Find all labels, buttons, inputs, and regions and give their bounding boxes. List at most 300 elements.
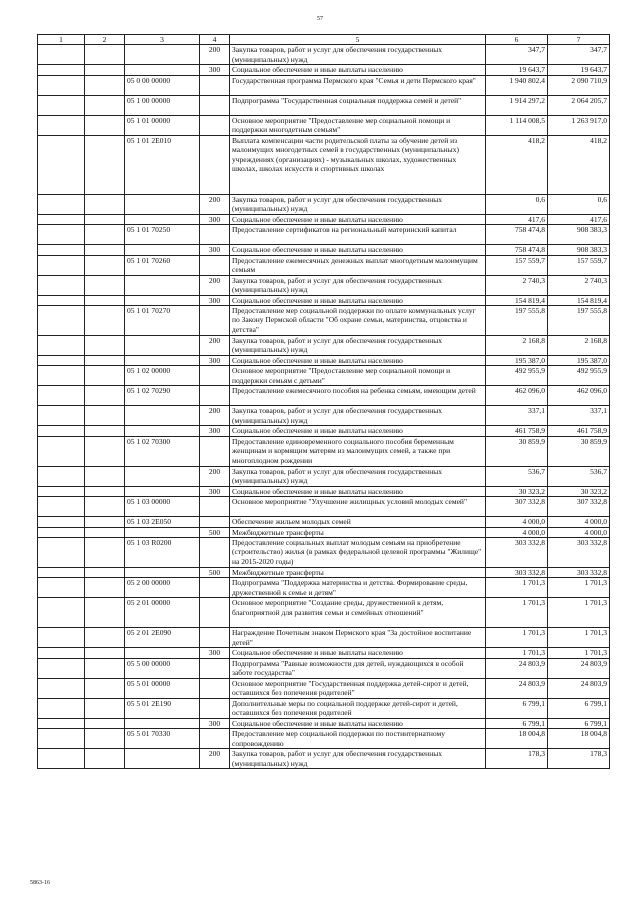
- amount-year1-cell: 418,2: [486, 135, 548, 194]
- empty-cell: [38, 578, 85, 598]
- target-code-cell: 05 1 02 70290: [125, 386, 200, 406]
- amount-year2-cell: 1 701,3: [548, 628, 610, 648]
- amount-year2-cell: 2 168,8: [548, 336, 610, 356]
- target-code-cell: [125, 65, 200, 75]
- item-name-cell: Социальное обеспечение и иные выплаты населению: [230, 648, 486, 658]
- amount-year2-cell: 157 559,7: [548, 255, 610, 275]
- item-name-cell: Закупка товаров, работ и услуг для обеспечения государственных (муниципальных) нужд: [230, 194, 486, 214]
- table-row: [38, 75, 610, 95]
- amount-year1-cell: 197 555,8: [486, 306, 548, 336]
- empty-cell: [38, 65, 85, 75]
- table-row: [38, 729, 610, 749]
- empty-cell: [85, 366, 125, 386]
- expense-type-cell: [200, 255, 230, 275]
- amount-year1-cell: 4 000,0: [486, 527, 548, 537]
- amount-year1-cell: 195 387,0: [486, 356, 548, 366]
- amount-year1-cell: 19 643,7: [486, 65, 548, 75]
- expense-type-cell: [200, 658, 230, 678]
- amount-year2-cell: 24 803,9: [548, 678, 610, 698]
- table-row: [38, 718, 610, 728]
- empty-cell: [38, 527, 85, 537]
- empty-cell: [85, 729, 125, 749]
- table-row: [38, 295, 610, 305]
- empty-cell: [85, 517, 125, 527]
- empty-cell: [85, 75, 125, 95]
- empty-cell: [38, 486, 85, 496]
- expense-type-cell: [200, 115, 230, 135]
- expense-type-cell: [200, 436, 230, 466]
- amount-year1-cell: 1 114 008,5: [486, 115, 548, 135]
- footer-code: 5863-16: [30, 880, 50, 886]
- table-row: [38, 65, 610, 75]
- table-row: [38, 749, 610, 769]
- table-row: [38, 95, 610, 115]
- table-row: [38, 466, 610, 486]
- empty-cell: [38, 366, 85, 386]
- expense-type-cell: [200, 698, 230, 718]
- empty-cell: [38, 245, 85, 255]
- amount-year2-cell: 462 096,0: [548, 386, 610, 406]
- empty-cell: [38, 75, 85, 95]
- empty-cell: [85, 95, 125, 115]
- expense-type-cell: 300: [200, 356, 230, 366]
- empty-cell: [85, 648, 125, 658]
- header-cell: 4: [200, 35, 230, 45]
- item-name-cell: Награждение Почетным знаком Пермского края "За достойное воспитание детей": [230, 628, 486, 648]
- header-row: [38, 35, 610, 45]
- amount-year2-cell: 154 819,4: [548, 295, 610, 305]
- item-name-cell: Социальное обеспечение и иные выплаты населению: [230, 214, 486, 224]
- target-code-cell: 05 5 01 00000: [125, 678, 200, 698]
- item-name-cell: Дополнительные меры по социальной поддержке детей-сирот и детей, оставшихся без попечения родителей: [230, 698, 486, 718]
- amount-year2-cell: 1 701,3: [548, 648, 610, 658]
- amount-year2-cell: 347,7: [548, 45, 610, 65]
- table-row: [38, 598, 610, 628]
- amount-year1-cell: 30 323,2: [486, 486, 548, 496]
- empty-cell: [85, 225, 125, 245]
- table-row: [38, 356, 610, 366]
- target-code-cell: 05 0 00 00000: [125, 75, 200, 95]
- empty-cell: [38, 356, 85, 366]
- table-row: [38, 386, 610, 406]
- expense-type-cell: 300: [200, 295, 230, 305]
- empty-cell: [38, 517, 85, 527]
- item-name-cell: Основное мероприятие "Создание среды, дружественной к детям, благоприятной для развития семьи и семейных отношений": [230, 598, 486, 628]
- table-row: [38, 486, 610, 496]
- item-name-cell: Межбюджетные трансферты: [230, 527, 486, 537]
- table-row: [38, 578, 610, 598]
- empty-cell: [38, 497, 85, 517]
- target-code-cell: 05 1 00 00000: [125, 95, 200, 115]
- expense-type-cell: 200: [200, 45, 230, 65]
- target-code-cell: 05 5 01 2Е190: [125, 698, 200, 718]
- target-code-cell: [125, 336, 200, 356]
- item-name-cell: Социальное обеспечение и иные выплаты населению: [230, 486, 486, 496]
- amount-year2-cell: 2 064 205,7: [548, 95, 610, 115]
- item-name-cell: Обеспечение жильем молодых семей: [230, 517, 486, 527]
- target-code-cell: [125, 356, 200, 366]
- table-row: [38, 497, 610, 517]
- empty-cell: [85, 45, 125, 65]
- amount-year1-cell: 157 559,7: [486, 255, 548, 275]
- empty-cell: [85, 628, 125, 648]
- table-row: [38, 628, 610, 648]
- amount-year2-cell: 30 859,9: [548, 436, 610, 466]
- amount-year2-cell: 24 803,9: [548, 658, 610, 678]
- expense-type-cell: 300: [200, 214, 230, 224]
- table-row: [38, 245, 610, 255]
- table-row: [38, 194, 610, 214]
- target-code-cell: 05 2 01 2Е090: [125, 628, 200, 648]
- amount-year2-cell: 908 383,3: [548, 225, 610, 245]
- amount-year2-cell: 908 383,3: [548, 245, 610, 255]
- empty-cell: [85, 115, 125, 135]
- target-code-cell: 05 1 02 00000: [125, 366, 200, 386]
- amount-year1-cell: 1 940 802,4: [486, 75, 548, 95]
- amount-year2-cell: 337,1: [548, 406, 610, 426]
- empty-cell: [85, 65, 125, 75]
- target-code-cell: [125, 648, 200, 658]
- table-row: [38, 45, 610, 65]
- amount-year2-cell: 0,6: [548, 194, 610, 214]
- amount-year1-cell: 1 701,3: [486, 578, 548, 598]
- amount-year1-cell: 303 332,8: [486, 568, 548, 578]
- item-name-cell: Социальное обеспечение и иные выплаты населению: [230, 245, 486, 255]
- expense-type-cell: 200: [200, 749, 230, 769]
- expense-type-cell: 200: [200, 406, 230, 426]
- item-name-cell: Предоставление сертификатов на региональный материнский капитал: [230, 225, 486, 245]
- item-name-cell: Предоставление ежемесячных денежных выплат многодетным малоимущим семьям: [230, 255, 486, 275]
- budget-table: [37, 34, 610, 769]
- item-name-cell: Закупка товаров, работ и услуг для обеспечения государственных (муниципальных) нужд: [230, 45, 486, 65]
- expense-type-cell: 300: [200, 245, 230, 255]
- expense-type-cell: 200: [200, 194, 230, 214]
- empty-cell: [38, 386, 85, 406]
- amount-year1-cell: 758 474,8: [486, 245, 548, 255]
- amount-year1-cell: 2 168,8: [486, 336, 548, 356]
- item-name-cell: Закупка товаров, работ и услуг для обеспечения государственных (муниципальных) нужд: [230, 275, 486, 295]
- target-code-cell: [125, 718, 200, 728]
- target-code-cell: 05 5 01 70330: [125, 729, 200, 749]
- item-name-cell: Основное мероприятие "Предоставление мер социальной помощи и поддержки многодетным семьям": [230, 115, 486, 135]
- empty-cell: [85, 578, 125, 598]
- target-code-cell: 05 1 01 70270: [125, 306, 200, 336]
- amount-year1-cell: 337,1: [486, 406, 548, 426]
- table-row: [38, 306, 610, 336]
- amount-year2-cell: 178,3: [548, 749, 610, 769]
- empty-cell: [38, 538, 85, 568]
- empty-cell: [85, 718, 125, 728]
- empty-cell: [85, 255, 125, 275]
- table-row: [38, 225, 610, 245]
- amount-year2-cell: 461 758,9: [548, 426, 610, 436]
- target-code-cell: [125, 45, 200, 65]
- empty-cell: [85, 436, 125, 466]
- empty-cell: [38, 718, 85, 728]
- empty-cell: [85, 245, 125, 255]
- item-name-cell: Социальное обеспечение и иные выплаты населению: [230, 426, 486, 436]
- empty-cell: [85, 406, 125, 426]
- target-code-cell: [125, 527, 200, 537]
- amount-year1-cell: 30 859,9: [486, 436, 548, 466]
- target-code-cell: 05 2 01 00000: [125, 598, 200, 628]
- expense-type-cell: [200, 538, 230, 568]
- amount-year1-cell: 24 803,9: [486, 678, 548, 698]
- expense-type-cell: [200, 729, 230, 749]
- empty-cell: [38, 194, 85, 214]
- amount-year2-cell: 1 701,3: [548, 598, 610, 628]
- empty-cell: [85, 275, 125, 295]
- item-name-cell: Основное мероприятие "Государственная поддержка детей-сирот и детей, оставшихся без попечения родителей": [230, 678, 486, 698]
- empty-cell: [38, 214, 85, 224]
- empty-cell: [38, 568, 85, 578]
- target-code-cell: [125, 406, 200, 426]
- item-name-cell: Предоставление мер социальной поддержки по постинтернатному сопровождению: [230, 729, 486, 749]
- expense-type-cell: [200, 366, 230, 386]
- header-cell: 7: [548, 35, 610, 45]
- expense-type-cell: 300: [200, 648, 230, 658]
- table-row: [38, 426, 610, 436]
- table-row: [38, 275, 610, 295]
- empty-cell: [85, 336, 125, 356]
- expense-type-cell: [200, 678, 230, 698]
- amount-year2-cell: 2 740,3: [548, 275, 610, 295]
- expense-type-cell: [200, 95, 230, 115]
- table-row: [38, 336, 610, 356]
- table-row: [38, 658, 610, 678]
- empty-cell: [85, 295, 125, 305]
- expense-type-cell: [200, 497, 230, 517]
- target-code-cell: [125, 466, 200, 486]
- expense-type-cell: 300: [200, 65, 230, 75]
- empty-cell: [85, 568, 125, 578]
- empty-cell: [38, 729, 85, 749]
- empty-cell: [38, 225, 85, 245]
- expense-type-cell: [200, 75, 230, 95]
- amount-year2-cell: 2 090 710,9: [548, 75, 610, 95]
- empty-cell: [85, 306, 125, 336]
- target-code-cell: [125, 245, 200, 255]
- amount-year2-cell: 6 799,1: [548, 718, 610, 728]
- target-code-cell: 05 1 03 R0200: [125, 538, 200, 568]
- empty-cell: [38, 135, 85, 194]
- item-name-cell: Закупка товаров, работ и услуг для обеспечения государственных (муниципальных) нужд: [230, 406, 486, 426]
- empty-cell: [38, 336, 85, 356]
- item-name-cell: Социальное обеспечение и иные выплаты населению: [230, 718, 486, 728]
- header-cell: 3: [125, 35, 200, 45]
- target-code-cell: [125, 568, 200, 578]
- item-name-cell: Основное мероприятие "Улучшение жилищных условий молодых семей": [230, 497, 486, 517]
- amount-year1-cell: 6 799,1: [486, 718, 548, 728]
- expense-type-cell: 200: [200, 275, 230, 295]
- expense-type-cell: [200, 628, 230, 648]
- table-row: [38, 436, 610, 466]
- table-row: [38, 698, 610, 718]
- empty-cell: [85, 538, 125, 568]
- amount-year2-cell: 1 701,3: [548, 578, 610, 598]
- amount-year2-cell: 1 263 917,0: [548, 115, 610, 135]
- empty-cell: [85, 426, 125, 436]
- table-row: [38, 517, 610, 527]
- empty-cell: [38, 275, 85, 295]
- amount-year2-cell: 307 332,8: [548, 497, 610, 517]
- target-code-cell: 05 1 03 2Е050: [125, 517, 200, 527]
- empty-cell: [38, 628, 85, 648]
- empty-cell: [38, 598, 85, 628]
- target-code-cell: 05 1 03 00000: [125, 497, 200, 517]
- amount-year1-cell: 307 332,8: [486, 497, 548, 517]
- amount-year2-cell: 492 955,9: [548, 366, 610, 386]
- amount-year1-cell: 536,7: [486, 466, 548, 486]
- amount-year2-cell: 417,6: [548, 214, 610, 224]
- empty-cell: [38, 426, 85, 436]
- amount-year1-cell: 758 474,8: [486, 225, 548, 245]
- target-code-cell: 05 1 01 70260: [125, 255, 200, 275]
- expense-type-cell: [200, 306, 230, 336]
- table-row: [38, 214, 610, 224]
- amount-year2-cell: 18 004,8: [548, 729, 610, 749]
- item-name-cell: Социальное обеспечение и иные выплаты населению: [230, 295, 486, 305]
- amount-year1-cell: 492 955,9: [486, 366, 548, 386]
- empty-cell: [38, 678, 85, 698]
- amount-year1-cell: 0,6: [486, 194, 548, 214]
- empty-cell: [38, 45, 85, 65]
- table-row: [38, 648, 610, 658]
- expense-type-cell: 300: [200, 486, 230, 496]
- item-name-cell: Закупка товаров, работ и услуг для обеспечения государственных (муниципальных) нужд: [230, 749, 486, 769]
- expense-type-cell: 500: [200, 527, 230, 537]
- table-row: [38, 255, 610, 275]
- empty-cell: [85, 527, 125, 537]
- expense-type-cell: [200, 386, 230, 406]
- expense-type-cell: 200: [200, 466, 230, 486]
- empty-cell: [38, 255, 85, 275]
- target-code-cell: 05 1 02 70300: [125, 436, 200, 466]
- target-code-cell: [125, 295, 200, 305]
- item-name-cell: Закупка товаров, работ и услуг для обеспечения государственных (муниципальных) нужд: [230, 466, 486, 486]
- target-code-cell: [125, 486, 200, 496]
- table-row: [38, 406, 610, 426]
- amount-year1-cell: 417,6: [486, 214, 548, 224]
- amount-year1-cell: 2 740,3: [486, 275, 548, 295]
- amount-year1-cell: 1 701,3: [486, 628, 548, 648]
- empty-cell: [85, 466, 125, 486]
- amount-year2-cell: 195 387,0: [548, 356, 610, 366]
- empty-cell: [38, 95, 85, 115]
- expense-type-cell: 300: [200, 718, 230, 728]
- empty-cell: [85, 135, 125, 194]
- table-row: [38, 568, 610, 578]
- amount-year1-cell: 154 819,4: [486, 295, 548, 305]
- item-name-cell: Предоставление единовременного социального пособия беременным женщинам и кормящим матерям из малоимущих семей, а также при многоплодном рождении: [230, 436, 486, 466]
- target-code-cell: [125, 749, 200, 769]
- target-code-cell: [125, 194, 200, 214]
- amount-year2-cell: 418,2: [548, 135, 610, 194]
- amount-year1-cell: 1 701,3: [486, 598, 548, 628]
- empty-cell: [85, 658, 125, 678]
- table-row: [38, 527, 610, 537]
- header-cell: 1: [38, 35, 85, 45]
- empty-cell: [85, 194, 125, 214]
- item-name-cell: Предоставление социальных выплат молодым семьям на приобретение (строительство) жилья (в рамках федеральной целевой программы "Жилище" на 2015-2020 годы): [230, 538, 486, 568]
- empty-cell: [85, 698, 125, 718]
- empty-cell: [85, 497, 125, 517]
- table-row: [38, 678, 610, 698]
- table-row: [38, 366, 610, 386]
- target-code-cell: 05 2 00 00000: [125, 578, 200, 598]
- item-name-cell: Подпрограмма "Поддержка материнства и детства. Формирование среды, дружественной к семье и детям": [230, 578, 486, 598]
- empty-cell: [38, 436, 85, 466]
- target-code-cell: 05 5 00 00000: [125, 658, 200, 678]
- amount-year1-cell: 24 803,9: [486, 658, 548, 678]
- amount-year2-cell: 30 323,2: [548, 486, 610, 496]
- amount-year1-cell: 462 096,0: [486, 386, 548, 406]
- amount-year2-cell: 4 000,0: [548, 517, 610, 527]
- amount-year1-cell: 461 758,9: [486, 426, 548, 436]
- table-row: [38, 538, 610, 568]
- expense-type-cell: 200: [200, 336, 230, 356]
- item-name-cell: Межбюджетные трансферты: [230, 568, 486, 578]
- amount-year1-cell: 4 000,0: [486, 517, 548, 527]
- target-code-cell: [125, 275, 200, 295]
- target-code-cell: [125, 426, 200, 436]
- expense-type-cell: [200, 135, 230, 194]
- empty-cell: [38, 658, 85, 678]
- item-name-cell: Государственная программа Пермского края "Семья и дети Пермского края": [230, 75, 486, 95]
- expense-type-cell: 500: [200, 568, 230, 578]
- empty-cell: [38, 295, 85, 305]
- header-cell: 5: [230, 35, 486, 45]
- expense-type-cell: [200, 578, 230, 598]
- amount-year2-cell: 303 332,8: [548, 538, 610, 568]
- empty-cell: [85, 214, 125, 224]
- target-code-cell: 05 1 01 2Е010: [125, 135, 200, 194]
- amount-year2-cell: 19 643,7: [548, 65, 610, 75]
- target-code-cell: [125, 214, 200, 224]
- table-row: [38, 115, 610, 135]
- page-number: 57: [317, 16, 323, 22]
- amount-year1-cell: 1 701,3: [486, 648, 548, 658]
- expense-type-cell: [200, 225, 230, 245]
- empty-cell: [38, 648, 85, 658]
- amount-year2-cell: 197 555,8: [548, 306, 610, 336]
- target-code-cell: 05 1 01 00000: [125, 115, 200, 135]
- empty-cell: [38, 466, 85, 486]
- amount-year2-cell: 6 799,1: [548, 698, 610, 718]
- item-name-cell: Социальное обеспечение и иные выплаты населению: [230, 356, 486, 366]
- item-name-cell: Закупка товаров, работ и услуг для обеспечения государственных (муниципальных) нужд: [230, 336, 486, 356]
- item-name-cell: Предоставление ежемесячного пособия на ребенка семьям, имеющим детей: [230, 386, 486, 406]
- table-row: [38, 135, 610, 194]
- amount-year2-cell: 4 000,0: [548, 527, 610, 537]
- amount-year1-cell: 303 332,8: [486, 538, 548, 568]
- empty-cell: [85, 598, 125, 628]
- empty-cell: [38, 749, 85, 769]
- empty-cell: [38, 115, 85, 135]
- empty-cell: [85, 356, 125, 366]
- item-name-cell: Социальное обеспечение и иные выплаты населению: [230, 65, 486, 75]
- empty-cell: [85, 749, 125, 769]
- empty-cell: [85, 386, 125, 406]
- amount-year2-cell: 536,7: [548, 466, 610, 486]
- amount-year1-cell: 347,7: [486, 45, 548, 65]
- empty-cell: [85, 678, 125, 698]
- expense-type-cell: [200, 598, 230, 628]
- empty-cell: [38, 698, 85, 718]
- item-name-cell: Подпрограмма "Государственная социальная поддержка семей и детей": [230, 95, 486, 115]
- empty-cell: [85, 486, 125, 496]
- header-cell: 6: [486, 35, 548, 45]
